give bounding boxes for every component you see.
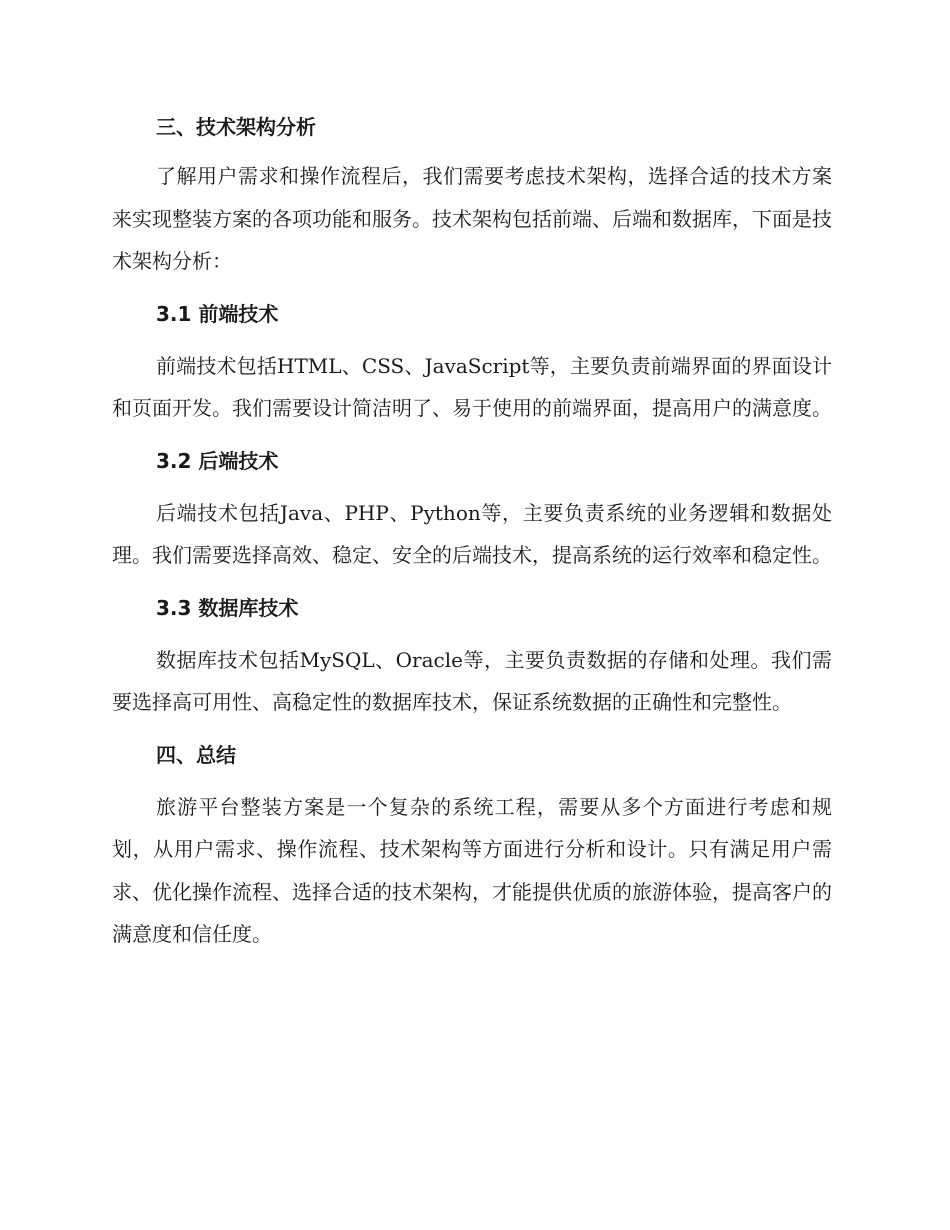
subsection-heading-database: 3.3 数据库技术 bbox=[156, 595, 299, 620]
section-heading-summary: 四、总结 bbox=[156, 742, 236, 767]
section-heading-tech-architecture: 三、技术架构分析 bbox=[156, 115, 316, 139]
subsection-heading-frontend: 3.1 前端技术 bbox=[156, 301, 279, 326]
paragraph-summary: 旅游平台整装方案是一个复杂的系统工程，需要从多个方面进行考虑和规划，从用户需求、操作流程、技术架构等方面进行分析和设计。只有满足用户需求、优化操作流程、选择合适的技术架构，才能提供优质的旅游体验，提高客户的满意度和信任度。 bbox=[112, 794, 832, 946]
paragraph-backend: 后端技术包括Java、PHP、Python等，主要负责系统的业务逻辑和数据处理。我们需要选择高效、稳定、安全的后端技术，提高系统的运行效率和稳定性。 bbox=[112, 500, 832, 567]
paragraph-tech-architecture-intro: 了解用户需求和操作流程后，我们需要考虑技术架构，选择合适的技术方案来实现整装方案的各项功能和服务。技术架构包括前端、后端和数据库，下面是技术架构分析： bbox=[112, 164, 832, 273]
subsection-heading-backend: 3.2 后端技术 bbox=[156, 448, 279, 473]
paragraph-database: 数据库技术包括MySQL、Oracle等，主要负责数据的存储和处理。我们需要选择高可用性、高稳定性的数据库技术，保证系统数据的正确性和完整性。 bbox=[112, 647, 832, 714]
paragraph-frontend: 前端技术包括HTML、CSS、JavaScript等，主要负责前端界面的界面设计和页面开发。我们需要设计简洁明了、易于使用的前端界面，提高用户的满意度。 bbox=[112, 353, 832, 420]
